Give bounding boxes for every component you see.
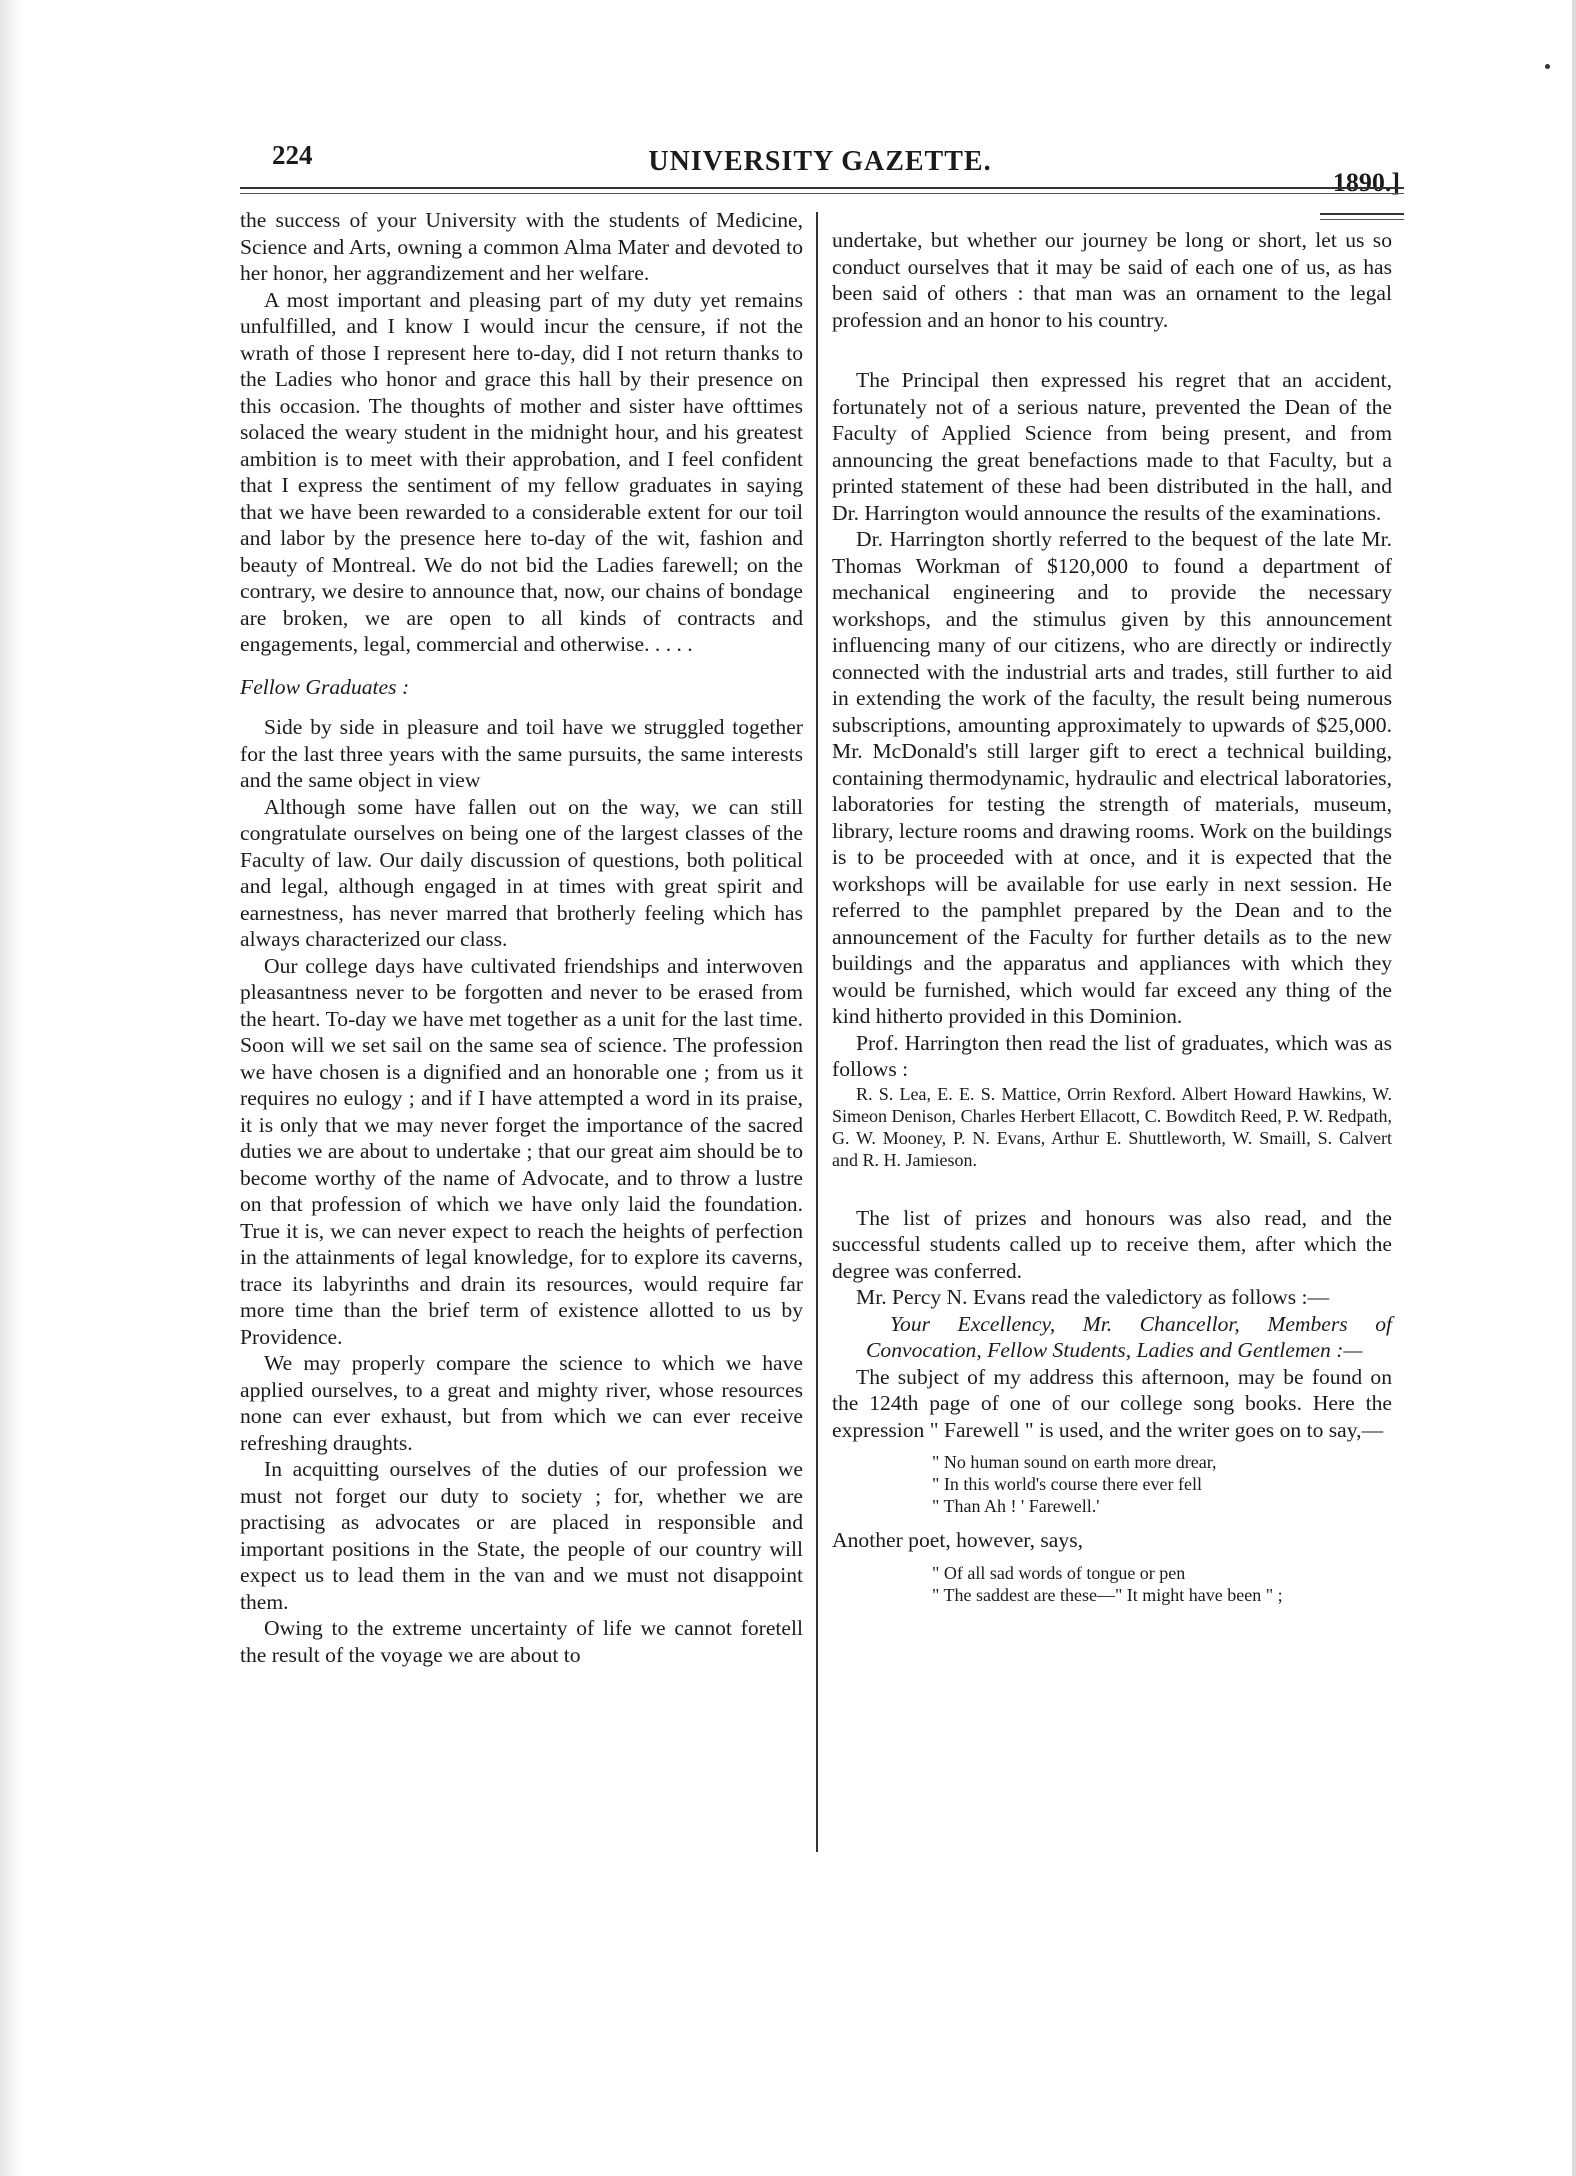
paragraph: We may properly compare the science to which we have applied ourselves, to a great and mighty river, whose resources none can ever exhaust, but from which we can ever receive refreshing draughts.	[240, 1351, 803, 1455]
ink-speck	[1545, 64, 1550, 69]
journal-title: UNIVERSITY GAZETTE.	[648, 146, 992, 177]
verse-line: " The saddest are these—" It might have been " ;	[932, 1584, 1283, 1605]
right-column-rule	[1320, 213, 1404, 215]
paragraph: The subject of my address this afternoon, may be found on the 124th page of one of our college song books. Here the expression " Farewell " is used, and the writer goes on to say,—	[832, 1364, 1392, 1442]
verse-quote	[932, 1562, 1392, 1606]
right-column	[832, 227, 1392, 1616]
page-number: 224	[272, 140, 313, 170]
paragraph: Dr. Harrington shortly referred to the bequest of the late Mr. Thomas Workman of $120,000 to found a department of mechanical engineering and to provide the necessary workshops, and the stimulus given by this announcement influencing many of our citizens, who are directly or indirectly connected with the industrial arts and trades, still further to aid in extending the work of the faculty, the result being numerous subscriptions, amounting approximately to upwards of $25,000. Mr. McDonald's still larger gift to erect a technical building, containing thermodynamic, hydraulic and electrical laboratories, laboratories for testing the strength of materials, museum, library, lecture rooms and drawing rooms. Work on the buildings is to be proceeded with at once, and it is expected that the workshops will be available for use early in next session. He referred to the pamphlet prepared by the Dean and to the announcement of the Faculty for further details as to the new buildings and the apparatus and appliances with which they would be furnished, which would far exceed any thing of the kind hitherto provided in this Dominion.	[832, 527, 1392, 1028]
running-header	[240, 138, 1400, 197]
verse-line: " No human sound on earth more drear,	[932, 1452, 1217, 1472]
paragraph: Mr. Percy N. Evans read the valedictory as follows :—	[856, 1285, 1330, 1309]
address-salutation: Your Excellency, Mr. Chancellor, Members of Convocation, Fellow Students, Ladies and Gentlemen :—	[866, 1311, 1392, 1362]
paragraph: In acquitting ourselves of the duties of our profession we must not forget our duty to society ; for, whether we are practising as advocates or are placed in responsible and important positions in the State, the people of our country will expect us to lead them in the van and we must not disappoint them.	[240, 1457, 803, 1614]
paragraph: the success of your University with the students of Medicine, Science and Arts, owning a common Alma Mater and devoted to her honor, her aggrandizement and her welfare.	[240, 208, 803, 285]
issue-year: 1890.]	[1332, 168, 1400, 197]
header-rule-thin	[240, 193, 1404, 194]
verse-quote	[932, 1451, 1392, 1517]
paragraph: undertake, but whether our journey be long or short, let us so conduct ourselves that it may be said of each one of us, as has been said of others : that man was an ornament to the legal profession and an honor to his country.	[832, 228, 1392, 332]
verse-line: " Of all sad words of tongue or pen	[932, 1562, 1186, 1583]
section-heading: Fellow Graduates :	[240, 674, 410, 699]
paragraph: Prof. Harrington then read the list of graduates, which was as follows :	[832, 1030, 1392, 1081]
paragraph: Our college days have cultivated friendships and interwoven pleasantness never to be forgotten and never to be erased from the heart. To-day we have met together as a unit for the last time. Soon will we set sail on the same sea of science. The profession we have chosen is a dignified and an honorable one ; from us it requires no eulogy ; and if I have attempted a word in its praise, it is only that we may never forget the importance of the sacred duties we are about to undertake ; that our great aim should be to become worthy of the name of Advocate, and to throw a lustre on that profession of which we have only laid the foundation. True it is, we can never expect to reach the heights of perfection in the attainments of legal knowledge, for to explore its caverns, trace its labyrinths and drain its resources, would require far more time than the brief term of existence allotted to us by Providence.	[240, 953, 803, 1349]
left-column	[240, 207, 803, 1668]
paragraph: A most important and pleasing part of my duty yet remains unfulfilled, and I know I would incur the censure, if not the wrath of those I represent here to-day, did I not return thanks to the Ladies who honor and grace this hall by their presence on this occasion. The thoughts of mother and sister have ofttimes solaced the weary student in the midnight hour, and his greatest ambition is to meet with their approbation, and I feel confident that I express the sentiment of my fellow graduates in saying that we have been rewarded to a considerable extent for our toil and labor by the presence here to-day of the wit, fashion and beauty of Montreal. We do not bid the Ladies farewell; on the contrary, we desire to announce that, now, our chains of bondage are broken, we are open to all kinds of contracts and engagements, legal, commercial and otherwise. . . . .	[240, 287, 803, 656]
paragraph: Although some have fallen out on the way, we can still congratulate ourselves on being one of the largest classes of the Faculty of law. Our daily discussion of questions, both political and legal, although engaged in at times with great spirit and earnestness, has never marred that brotherly feeling which has always characterized our class.	[240, 794, 803, 951]
graduates-list: R. S. Lea, E. E. S. Mattice, Orrin Rexford. Albert Howard Hawkins, W. Simeon Denison, Charles Herbert Ellacott, C. Bowditch Reed, P. W. Redpath, G. W. Mooney, P. N. Evans, Arthur E. Shuttleworth, W. Smaill, S. Calvert and R. H. Jamieson.	[832, 1083, 1392, 1170]
paragraph: The Principal then expressed his regret that an accident, fortunately not of a serious nature, prevented the Dean of the Faculty of Applied Science from being present, and from announcing the great benefactions made to that Faculty, but a printed statement of these had been distributed in the hall, and Dr. Harrington would announce the results of the examinations.	[832, 368, 1392, 525]
paragraph: Owing to the extreme uncertainty of life we cannot foretell the result of the voyage we are about to	[240, 1616, 803, 1667]
verse-line: " In this world's course there ever fell	[932, 1474, 1202, 1494]
paragraph: Side by side in pleasure and toil have we struggled together for the last three years with the same pursuits, the same interests and the same object in view	[240, 715, 803, 792]
page-edge-right	[1572, 0, 1576, 2176]
right-column-rule-thin	[1320, 219, 1404, 220]
paragraph: The list of prizes and honours was also read, and the successful students called up to receive them, after which the degree was conferred.	[832, 1205, 1392, 1283]
paragraph: Another poet, however, says,	[832, 1528, 1083, 1552]
page-edge-shadow	[0, 0, 22, 2176]
verse-line: " Than Ah ! ' Farewell.'	[932, 1496, 1100, 1516]
column-divider	[816, 212, 818, 1852]
header-rule	[240, 187, 1404, 189]
